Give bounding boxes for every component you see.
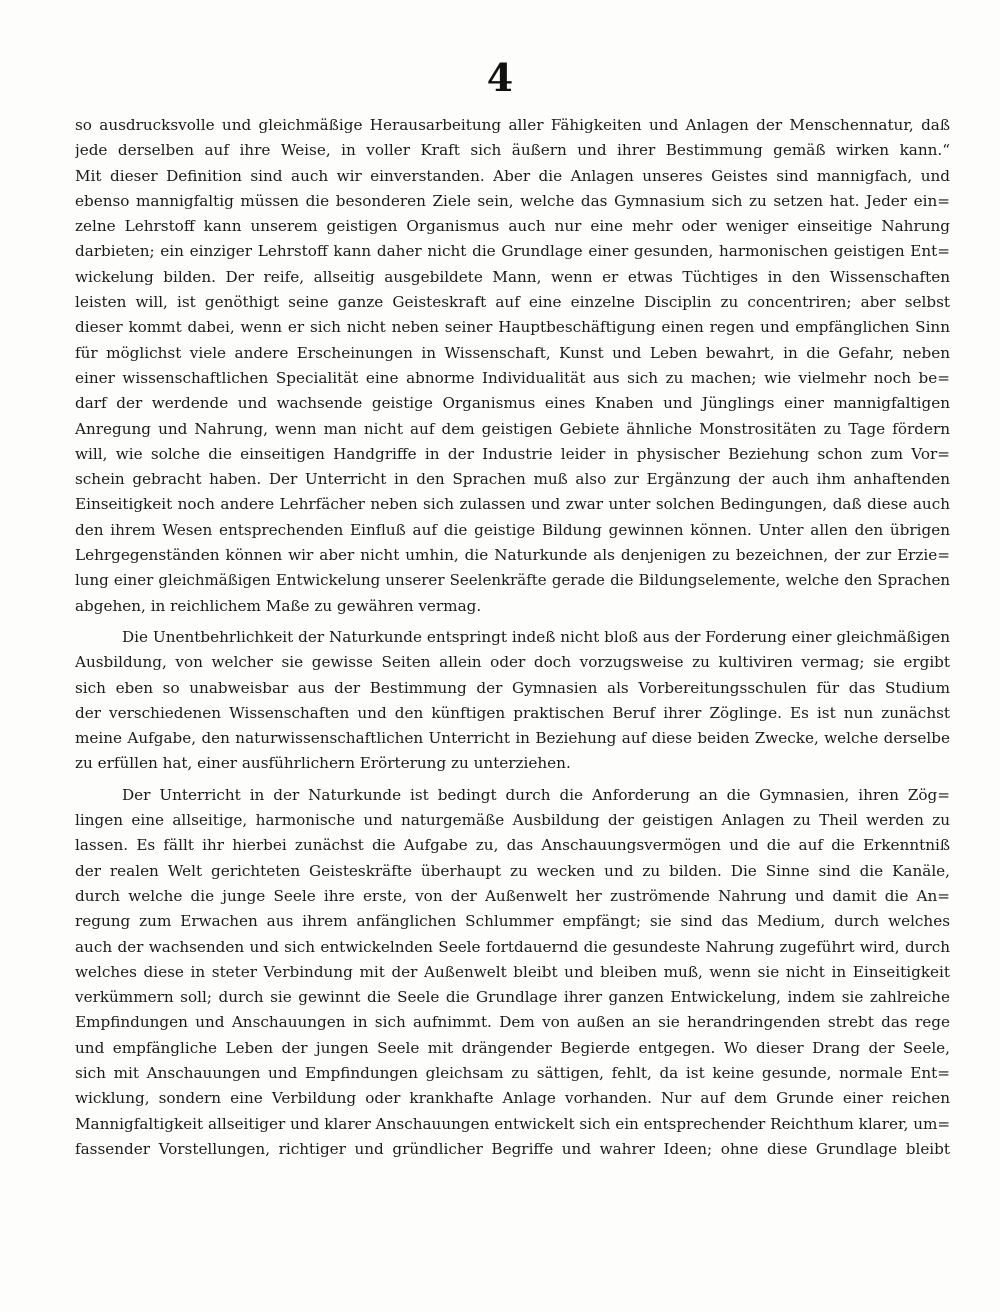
text-line: und empfängliche Leben der jungen Seele mit drängender Begierde entgegen. Wo dieser Drang der Seele, bbox=[75, 1038, 950, 1057]
text-line: sich mit Anschauungen und Empfindungen gleichsam zu sättigen, fehlt, da ist keine gesunde, normale Ent= bbox=[75, 1063, 950, 1082]
text-line: will, wie solche die einseitigen Handgriffe in der Industrie leider in physischer Beziehung schon zum Vor= bbox=[75, 444, 950, 463]
text-line: meine Aufgabe, den naturwissenschaftlichen Unterricht in Beziehung auf diese beiden Zwecke, welche derselbe bbox=[75, 729, 950, 748]
text-line: darf der werdende und wachsende geistige Organismus eines Knaben und Jünglings einer mannigfaltigen bbox=[75, 394, 950, 413]
text-line: Mit dieser Definition sind auch wir einverstanden. Aber die Anlagen unseres Geistes sind mannigfach, und bbox=[75, 166, 950, 185]
text-line: so ausdrucksvolle und gleichmäßige Herausarbeitung aller Fähigkeiten und Anlagen der Menschennatur, daß bbox=[75, 116, 950, 134]
text-line: auch der wachsenden und sich entwickelnden Seele fortdauernd die gesundeste Nahrung zugeführt wird, durch bbox=[75, 937, 950, 956]
text-line: dieser kommt dabei, wenn er sich nicht neben seiner Hauptbeschäftigung einen regen und empfänglichen Sinn bbox=[75, 318, 950, 337]
text-line: verkümmern soll; durch sie gewinnt die Seele die Grundlage ihrer ganzen Entwickelung, indem sie zahlreiche bbox=[75, 988, 950, 1007]
text-line: Mannigfaltigkeit allseitiger und klarer Anschauungen entwickelt sich ein entsprechender Reichthum klarer, um= bbox=[75, 1114, 950, 1133]
paragraph-3 bbox=[75, 783, 950, 1162]
text-line: jede derselben auf ihre Weise, in voller Kraft sich äußern und ihrer Bestimmung gemäß wirken kann.“ bbox=[75, 141, 950, 160]
text-line: lung einer gleichmäßigen Entwickelung unserer Seelenkräfte gerade die Bildungselemente, welche den Sprachen bbox=[75, 571, 950, 590]
text-line: zelne Lehrstoff kann unserem geistigen Organismus auch nur eine mehr oder weniger einseitige Nahrung bbox=[75, 217, 950, 236]
body-text bbox=[75, 113, 950, 1162]
text-line: fassender Vorstellungen, richtiger und gründlicher Begriffe und wahrer Ideen; ohne diese Grundlage bleibt bbox=[75, 1139, 950, 1158]
text-line: wickelung bilden. Der reife, allseitig ausgebildete Mann, wenn er etwas Tüchtiges in den Wissenschaften bbox=[75, 267, 950, 286]
text-line: durch welche die junge Seele ihre erste, von der Außenwelt her zuströmende Nahrung und damit die An= bbox=[75, 886, 950, 905]
text-line: darbieten; ein einziger Lehrstoff kann daher nicht die Grundlage einer gesunden, harmonischen geistigen Ent= bbox=[75, 242, 950, 261]
page-number: 4 bbox=[486, 55, 514, 100]
text-line: sich eben so unabweisbar aus der Bestimmung der Gymnasien als Vorbereitungsschulen für das Studium bbox=[75, 678, 950, 697]
text-line: Anregung und Nahrung, wenn man nicht auf dem geistigen Gebiete ähnliche Monstrositäten zu Tage fördern bbox=[75, 419, 950, 438]
text-line: der verschiedenen Wissenschaften und den künftigen praktischen Beruf ihrer Zöglinge. Es ist nun zunächst bbox=[75, 703, 950, 722]
text-line: den ihrem Wesen entsprechenden Einfluß auf die geistige Bildung gewinnen können. Unter allen den übrigen bbox=[75, 520, 950, 539]
text-line: schein gebracht haben. Der Unterricht in den Sprachen muß also zur Ergänzung der auch ihm anhaftenden bbox=[75, 470, 950, 489]
paragraph-1 bbox=[75, 113, 950, 619]
text-line: lingen eine allseitige, harmonische und naturgemäße Ausbildung der geistigen Anlagen zu Theil werden zu bbox=[75, 811, 950, 830]
text-line: leisten will, ist genöthigt seine ganze Geisteskraft auf eine einzelne Disciplin zu concentriren; aber selbst bbox=[75, 293, 950, 312]
text-line: regung zum Erwachen aus ihrem anfänglichen Schlummer empfängt; sie sind das Medium, durch welches bbox=[75, 912, 950, 931]
text-line: Ausbildung, von welcher sie gewisse Seiten allein oder doch vorzugsweise zu kultiviren vermag; sie ergibt bbox=[75, 653, 950, 672]
paragraph-2 bbox=[75, 625, 950, 777]
text-line: einer wissenschaftlichen Specialität eine abnorme Individualität aus sich zu machen; wie vielmehr noch be= bbox=[75, 368, 950, 387]
text-line: wicklung, sondern eine Verbildung oder krankhafte Anlage vorhanden. Nur auf dem Grunde einer reichen bbox=[75, 1089, 950, 1108]
text-line: ebenso mannigfaltig müssen die besonderen Ziele sein, welche das Gymnasium sich zu setzen hat. Jeder ein= bbox=[75, 191, 950, 210]
text-line: der realen Welt gerichteten Geisteskräfte überhaupt zu wecken und zu bilden. Die Sinne sind die Kanäle, bbox=[75, 861, 950, 880]
text-line: Einseitigkeit noch andere Lehrfächer neben sich zulassen und zwar unter solchen Bedingungen, daß diese auch bbox=[75, 495, 950, 514]
text-line: Die Unentbehrlichkeit der Naturkunde entspringt indeß nicht bloß aus der Forderung einer gleichmäßigen bbox=[122, 627, 950, 646]
text-line: welches diese in steter Verbindung mit der Außenwelt bleibt und bleiben muß, wenn sie nicht in Einseitigkeit bbox=[75, 962, 950, 981]
text-line: zu erfüllen hat, einer ausführlichern Erörterung zu unterziehen. bbox=[75, 754, 571, 773]
text-line: für möglichst viele andere Erscheinungen in Wissenschaft, Kunst und Leben bewahrt, in die Gefahr, neben bbox=[75, 343, 950, 362]
text-line: lassen. Es fällt ihr hierbei zunächst die Aufgabe zu, das Anschauungsvermögen und die auf die Erkenntniß bbox=[75, 836, 950, 855]
text-line: Empfindungen und Anschauungen in sich aufnimmt. Dem von außen an sie herandringenden strebt das rege bbox=[75, 1013, 950, 1032]
text-line: abgehen, in reichlichem Maße zu gewähren vermag. bbox=[75, 596, 482, 615]
text-line: Lehrgegenständen können wir aber nicht umhin, die Naturkunde als denjenigen zu bezeichnen, der zur Erzie= bbox=[75, 546, 950, 565]
text-line: Der Unterricht in der Naturkunde ist bedingt durch die Anforderung an die Gymnasien, ihren Zög= bbox=[122, 785, 950, 804]
